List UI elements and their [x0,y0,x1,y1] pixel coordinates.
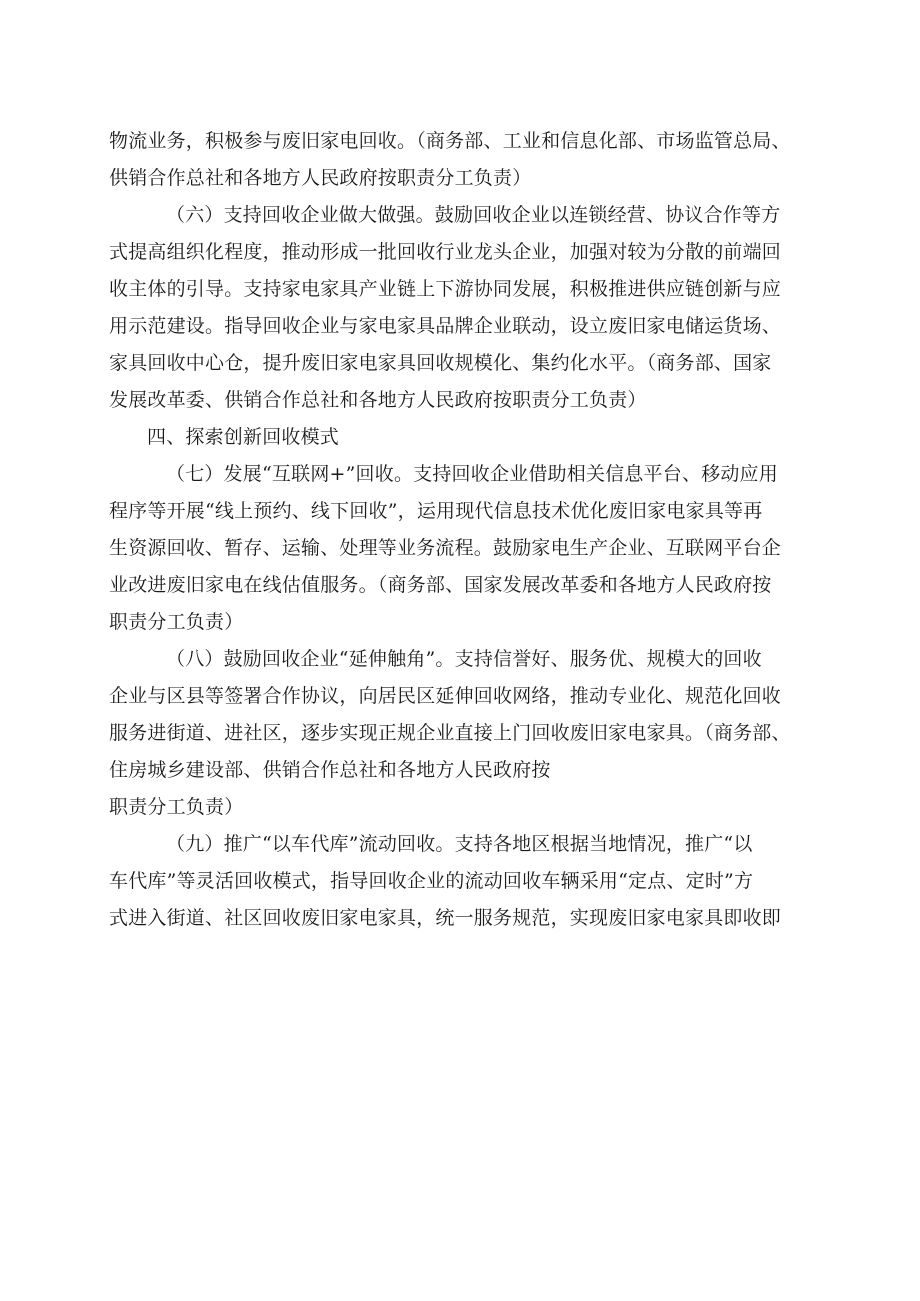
paragraph-start-line: （七）发展“互联网+”回收。支持回收企业借助相关信息平台、移动应用 [166,463,778,485]
body-line: 企业与区县等签署合作协议，向居民区延伸回收网络，推动专业化、规范化回收 [109,685,782,707]
body-line: 收主体的引导。支持家电家具产业链上下游协同发展，积极推进供应链创新与应 [109,278,782,300]
body-line: 用示范建设。指导回收企业与家电家具品牌企业联动，设立废旧家电储运货场、 [109,315,782,337]
body-line: 家具回收中心仓，提升废旧家电家具回收规模化、集约化水平。（商务部、国家 [109,352,772,374]
body-line: 程序等开展“线上预约、线下回收”，运用现代信息技术优化废旧家电家具等再 [109,500,763,522]
body-line: 车代库”等灵活回收模式，指导回收企业的流动回收车辆采用“定点、定时”方 [109,870,754,892]
body-line: 供销合作总社和各地方人民政府按职责分工负责） [109,167,532,189]
body-line: 服务进街道、进社区，逐步实现正规企业直接上门回收废旧家电家具。（商务部、 [109,722,791,744]
paragraph-start-line: （九）推广“以车代库”流动回收。支持各地区根据当地情况，推广“以 [166,833,753,855]
paragraph-start-line: （六）支持回收企业做大做强。鼓励回收企业以连锁经营、协议合作等方 [166,204,781,226]
body-line: 住房城乡建设部、供销合作总社和各地方人民政府按 [109,759,551,781]
body-line: 生资源回收、暂存、运输、处理等业务流程。鼓励家电生产企业、互联网平台企 [109,537,782,559]
body-line: 式进入街道、社区回收废旧家电家具，统一服务规范，实现废旧家电家具即收即 [109,907,782,929]
body-line: 业改进废旧家电在线估值服务。（商务部、国家发展改革委和各地方人民政府按 [109,574,772,596]
body-line: 发展改革委、供销合作总社和各地方人民政府按职责分工负责） [109,389,647,411]
body-line: 物流业务，积极参与废旧家电回收。（商务部、工业和信息化部、市场监管总局、 [109,130,791,152]
body-line: 职责分工负责） [109,611,244,633]
body-line: 职责分工负责） [109,796,244,818]
section-heading: 四、探索创新回收模式 [147,426,340,448]
document-body [109,123,829,937]
paragraph-start-line: （八）鼓励回收企业“延伸触角”。支持信誉好、服务优、规模大的回收 [166,648,762,670]
body-line: 式提高组织化程度，推动形成一批回收行业龙头企业，加强对较为分散的前端回 [109,241,782,263]
